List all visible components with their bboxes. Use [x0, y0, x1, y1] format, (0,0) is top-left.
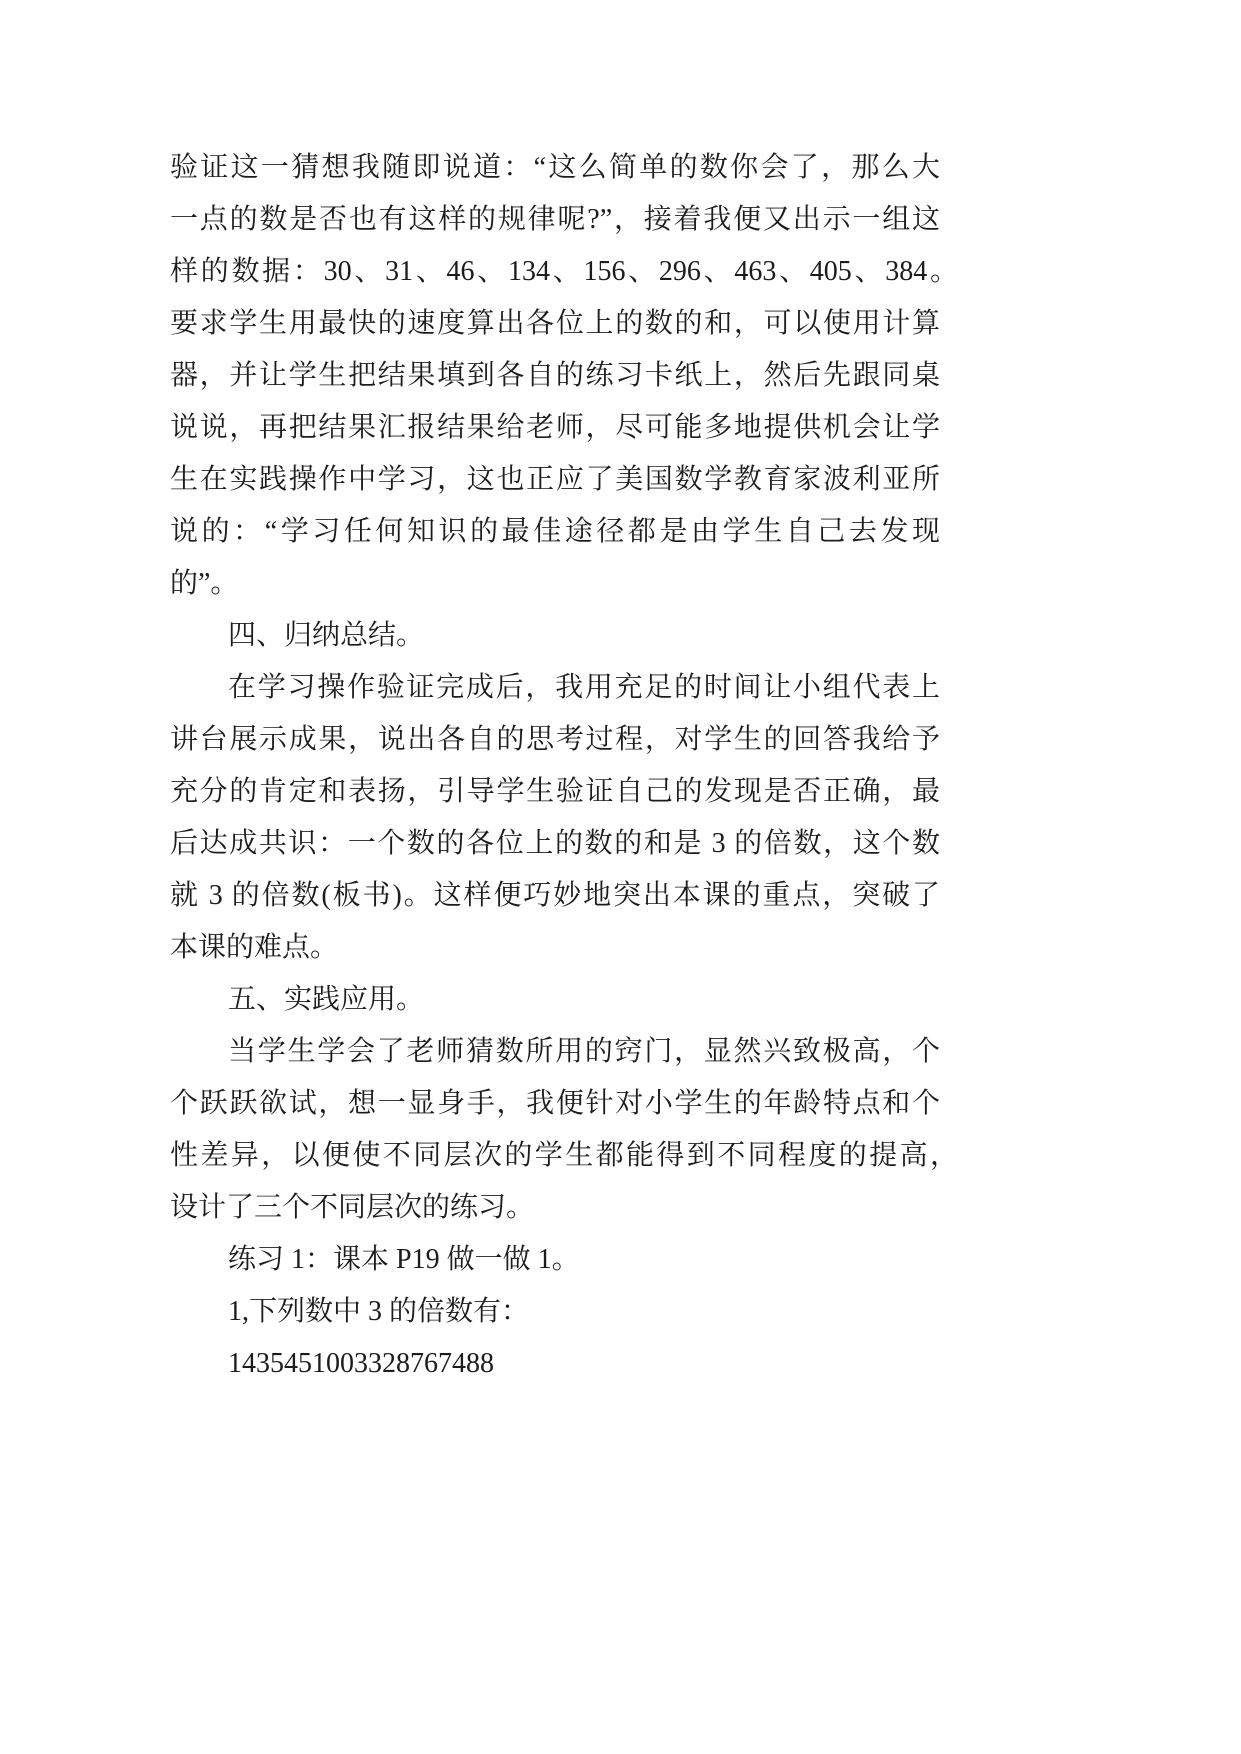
section-heading-practice [170, 974, 960, 1026]
text-line: 的”。 [170, 568, 239, 599]
text-line: 就 3 的倍数(板书)。这样便巧妙地突出本课的重点，突破了 [170, 880, 940, 911]
text-line: 生在实践操作中学习，这也正应了美国数学教育家波利亚所 [170, 464, 940, 495]
paragraph-practice [170, 1026, 960, 1234]
text-line: 1,下列数中 3 的倍数有： [228, 1296, 530, 1327]
text-line: 要求学生用最快的速度算出各位上的数的和，可以使用计算 [170, 308, 940, 339]
paragraph-summary [170, 662, 960, 974]
section-heading: 四、归纳总结。 [228, 620, 425, 651]
text-line: 1435451003328767488 [228, 1348, 494, 1379]
text-line: 当学生学会了老师猜数所用的窍门，显然兴致极高，个 [228, 1036, 940, 1067]
text-line: 设计了三个不同层次的练习。 [170, 1192, 535, 1223]
text-line: 练习 1：课本 P19 做一做 1。 [228, 1244, 580, 1275]
text-line: 样的数据：30、31、46、134、156、296、463、405、384。 [170, 256, 958, 287]
exercise-1-numbers [170, 1338, 960, 1390]
document-body [170, 142, 960, 1390]
text-line: 说说，再把结果汇报结果给老师，尽可能多地提供机会让学 [170, 412, 940, 443]
paragraph-verification [170, 142, 960, 610]
text-line: 验证这一猜想我随即说道：“这么简单的数你会了，那么大 [170, 152, 940, 183]
text-line: 充分的肯定和表扬，引导学生验证自己的发现是否正确，最 [170, 776, 940, 807]
section-heading-summary [170, 610, 960, 662]
text-line: 性差异，以便使不同层次的学生都能得到不同程度的提高， [170, 1140, 958, 1171]
section-heading: 五、实践应用。 [228, 984, 425, 1015]
exercise-1-question [170, 1286, 960, 1338]
text-line: 在学习操作验证完成后，我用充足的时间让小组代表上 [228, 672, 940, 703]
text-line: 本课的难点。 [170, 932, 339, 963]
text-line: 一点的数是否也有这样的规律呢?”，接着我便又出示一组这 [170, 204, 940, 235]
text-line: 讲台展示成果，说出各自的思考过程，对学生的回答我给予 [170, 724, 940, 755]
exercise-1-title [170, 1234, 960, 1286]
text-line: 个跃跃欲试，想一显身手，我便针对小学生的年龄特点和个 [170, 1088, 940, 1119]
text-line: 说的：“学习任何知识的最佳途径都是由学生自己去发现 [170, 516, 940, 547]
text-line: 后达成共识：一个数的各位上的数的和是 3 的倍数，这个数 [170, 828, 940, 859]
text-line: 器，并让学生把结果填到各自的练习卡纸上，然后先跟同桌 [170, 360, 940, 391]
